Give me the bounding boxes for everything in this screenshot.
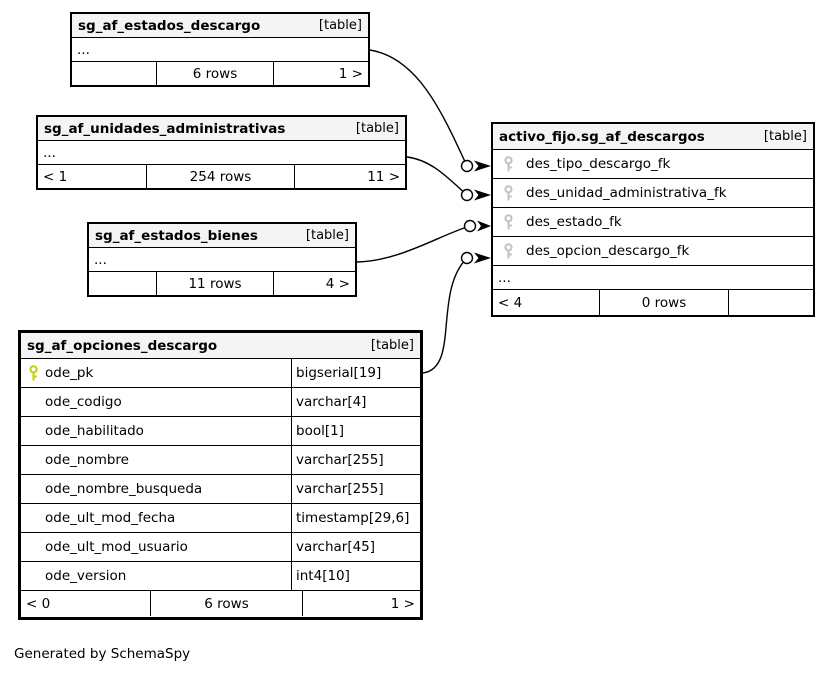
arrowhead-icon <box>474 253 491 264</box>
entity-title-bar <box>493 124 813 150</box>
table-name: activo_fijo.sg_af_descargos <box>499 128 705 145</box>
entity-title-bar <box>89 224 355 248</box>
entity-activo_fijo.sg_af_descargos[interactable] <box>491 122 815 317</box>
primary-key-icon <box>28 365 42 382</box>
generated-by-note: Generated by SchemaSpy <box>14 646 191 662</box>
entity-title-bar <box>21 333 420 359</box>
hidden-columns-ellipsis: ... <box>38 141 405 165</box>
column-row-des_estado_fk <box>493 208 813 237</box>
arrowhead-icon <box>474 161 491 172</box>
arrowhead-icon <box>474 190 491 201</box>
zero-cardinality-circle <box>462 161 473 172</box>
column-row-des_unidad_administrativa_fk <box>493 179 813 208</box>
zero-cardinality-circle <box>462 190 473 201</box>
column-row-des_tipo_descargo_fk <box>493 150 813 179</box>
column-type: int4[10] <box>296 568 350 584</box>
entity-sg_af_opciones_descargo[interactable] <box>18 330 423 620</box>
connector-des_opcion_descargo_fk <box>423 258 467 373</box>
footer-children-count: < 0 <box>21 591 151 616</box>
entity-sg_af_estados_descargo[interactable] <box>70 12 370 87</box>
column-row-ode_codigo <box>21 388 420 417</box>
arrowhead-icon <box>477 221 491 232</box>
column-name: ode_version <box>45 568 127 584</box>
column-type: varchar[4] <box>296 394 367 410</box>
column-type: timestamp[29,6] <box>296 510 410 526</box>
entity-footer <box>21 591 420 616</box>
column-name: des_tipo_descargo_fk <box>526 156 671 172</box>
connector-des_estado_fk <box>357 226 470 262</box>
column-name: des_estado_fk <box>526 214 622 230</box>
column-name: des_opcion_descargo_fk <box>526 243 690 259</box>
footer-row-count: 6 rows <box>151 591 303 616</box>
column-name: ode_nombre <box>45 452 129 468</box>
column-row-ode_nombre <box>21 446 420 475</box>
footer-children-count <box>72 62 157 85</box>
footer-parents-count: 1 > <box>338 65 363 82</box>
entity-footer <box>89 272 355 295</box>
entity-footer <box>493 290 813 315</box>
entity-footer <box>38 165 405 188</box>
column-row-ode_nombre_busqueda <box>21 475 420 504</box>
column-type: bool[1] <box>296 423 344 439</box>
hidden-columns-ellipsis: ... <box>493 266 813 290</box>
column-name: ode_ult_mod_fecha <box>45 510 176 526</box>
footer-parents-count <box>729 290 813 315</box>
column-row-des_opcion_descargo_fk <box>493 237 813 266</box>
footer-children-count: < 4 <box>493 290 600 315</box>
foreign-key-icon <box>503 243 517 260</box>
zero-cardinality-circle <box>462 253 473 264</box>
column-row-ode_version <box>21 562 420 591</box>
table-name: sg_af_estados_bienes <box>95 227 258 244</box>
column-name: ode_codigo <box>45 394 122 410</box>
table-badge: [table] <box>305 228 349 243</box>
table-badge: [table] <box>370 338 414 353</box>
column-row-ode_ult_mod_usuario <box>21 533 420 562</box>
column-name: ode_pk <box>45 365 94 381</box>
table-badge: [table] <box>355 121 399 136</box>
table-name: sg_af_estados_descargo <box>78 17 261 34</box>
foreign-key-icon <box>503 156 517 173</box>
footer-row-count: 6 rows <box>157 62 274 85</box>
hidden-columns-ellipsis: ... <box>72 38 368 62</box>
column-name: ode_ult_mod_usuario <box>45 539 188 555</box>
column-name: ode_habilitado <box>45 423 144 439</box>
foreign-key-icon <box>503 185 517 202</box>
column-row-ode_pk <box>21 359 420 388</box>
entity-title-bar <box>38 117 405 141</box>
column-row-ode_ult_mod_fecha <box>21 504 420 533</box>
connector-des_unidad_administrativa_fk <box>407 157 467 195</box>
table-badge: [table] <box>763 129 807 144</box>
footer-parents-count: 11 > <box>367 168 400 185</box>
entity-footer <box>72 62 368 85</box>
entity-title-bar <box>72 14 368 38</box>
column-type: bigserial[19] <box>296 365 382 381</box>
table-name: sg_af_opciones_descargo <box>27 337 218 354</box>
column-name: des_unidad_administrativa_fk <box>526 185 727 201</box>
footer-row-count: 254 rows <box>147 165 295 188</box>
column-row-ode_habilitado <box>21 417 420 446</box>
footer-children-count: < 1 <box>38 165 147 188</box>
footer-parents-count: 4 > <box>325 275 350 292</box>
entity-sg_af_estados_bienes[interactable] <box>87 222 357 297</box>
footer-parents-count: 1 > <box>390 595 415 612</box>
foreign-key-icon <box>503 214 517 231</box>
zero-cardinality-circle <box>465 221 476 232</box>
table-badge: [table] <box>318 18 362 33</box>
column-type: varchar[255] <box>296 481 384 497</box>
footer-row-count: 0 rows <box>600 290 729 315</box>
entity-sg_af_unidades_administrativas[interactable] <box>36 115 407 190</box>
footer-row-count: 11 rows <box>157 272 274 295</box>
footer-children-count <box>89 272 157 295</box>
column-name: ode_nombre_busqueda <box>45 481 203 497</box>
column-type: varchar[45] <box>296 539 376 555</box>
table-name: sg_af_unidades_administrativas <box>44 120 286 137</box>
hidden-columns-ellipsis: ... <box>89 248 355 272</box>
column-type: varchar[255] <box>296 452 384 468</box>
